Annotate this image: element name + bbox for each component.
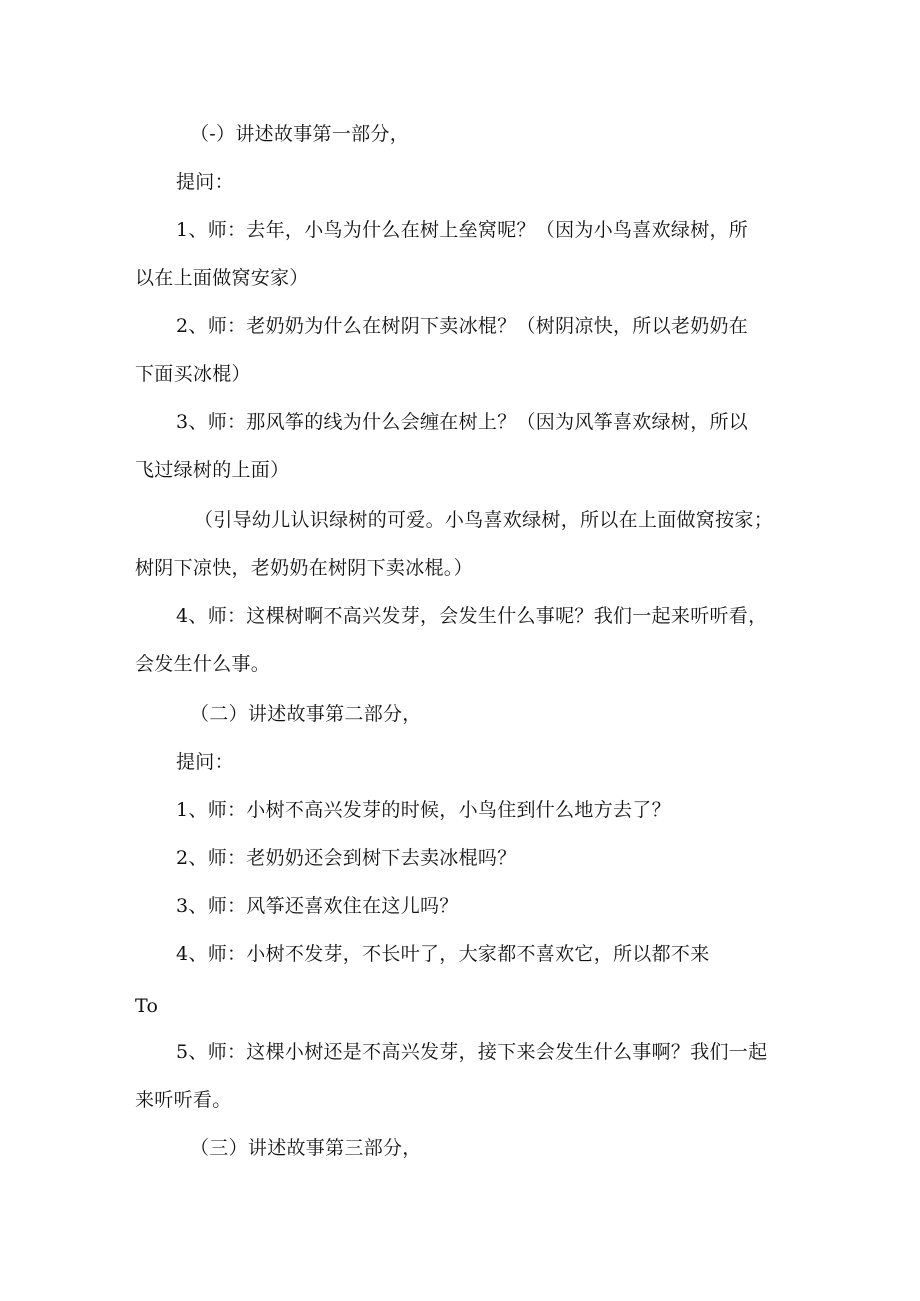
question-1-4: 4、师：这棵树啊不高兴发芽，会发生什么事呢？我们一起来听听看， <box>176 605 768 627</box>
question-2-4-cont: To <box>135 995 159 1017</box>
guidance-note-cont: 树阴下凉快，老奶奶在树阴下卖冰棍。） <box>135 557 473 579</box>
question-1-3: 3、师：那风筝的线为什么会缠在树上？（因为风筝喜欢绿树，所以 <box>176 411 749 433</box>
question-1-1-cont: 以在上面做窝安家） <box>135 267 309 289</box>
section-heading-3: （三）讲述故事第三部分， <box>190 1137 422 1159</box>
question-2-2: 2、师：老奶奶还会到树下去卖冰棍吗？ <box>176 847 517 869</box>
question-2-1: 1、师：小树不高兴发芽的时候，小鸟住到什么地方去了？ <box>176 799 671 821</box>
question-2-3: 3、师：风筝还喜欢住在这儿吗？ <box>176 895 459 917</box>
question-1-3-cont: 飞过绿树的上面） <box>135 459 290 481</box>
question-1-2: 2、师：老奶奶为什么在树阴下卖冰棍？（树阴凉快，所以老奶奶在 <box>176 315 749 337</box>
question-2-5-cont: 来听听看。 <box>135 1089 232 1111</box>
guidance-note: （引导幼儿认识绿树的可爱。小鸟喜欢绿树，所以在上面做窝按家； <box>194 509 774 531</box>
question-2-4: 4、师：小树不发芽，不长叶了，大家都不喜欢它，所以都不来 <box>176 943 710 965</box>
section-heading-2: （二）讲述故事第二部分， <box>190 703 422 725</box>
question-label-1: 提问： <box>176 171 234 193</box>
question-1-1: 1、师：去年，小鸟为什么在树上垒窝呢？（因为小鸟喜欢绿树，所 <box>176 219 749 241</box>
question-2-5: 5、师：这棵小树还是不高兴发芽，接下来会发生什么事啊？我们一起 <box>176 1041 768 1063</box>
section-heading-1: （-）讲述故事第一部分， <box>190 123 410 145</box>
question-1-4-cont: 会发生什么事。 <box>135 653 271 675</box>
question-1-2-cont: 下面买冰棍） <box>135 363 251 385</box>
question-label-2: 提问： <box>176 751 234 773</box>
